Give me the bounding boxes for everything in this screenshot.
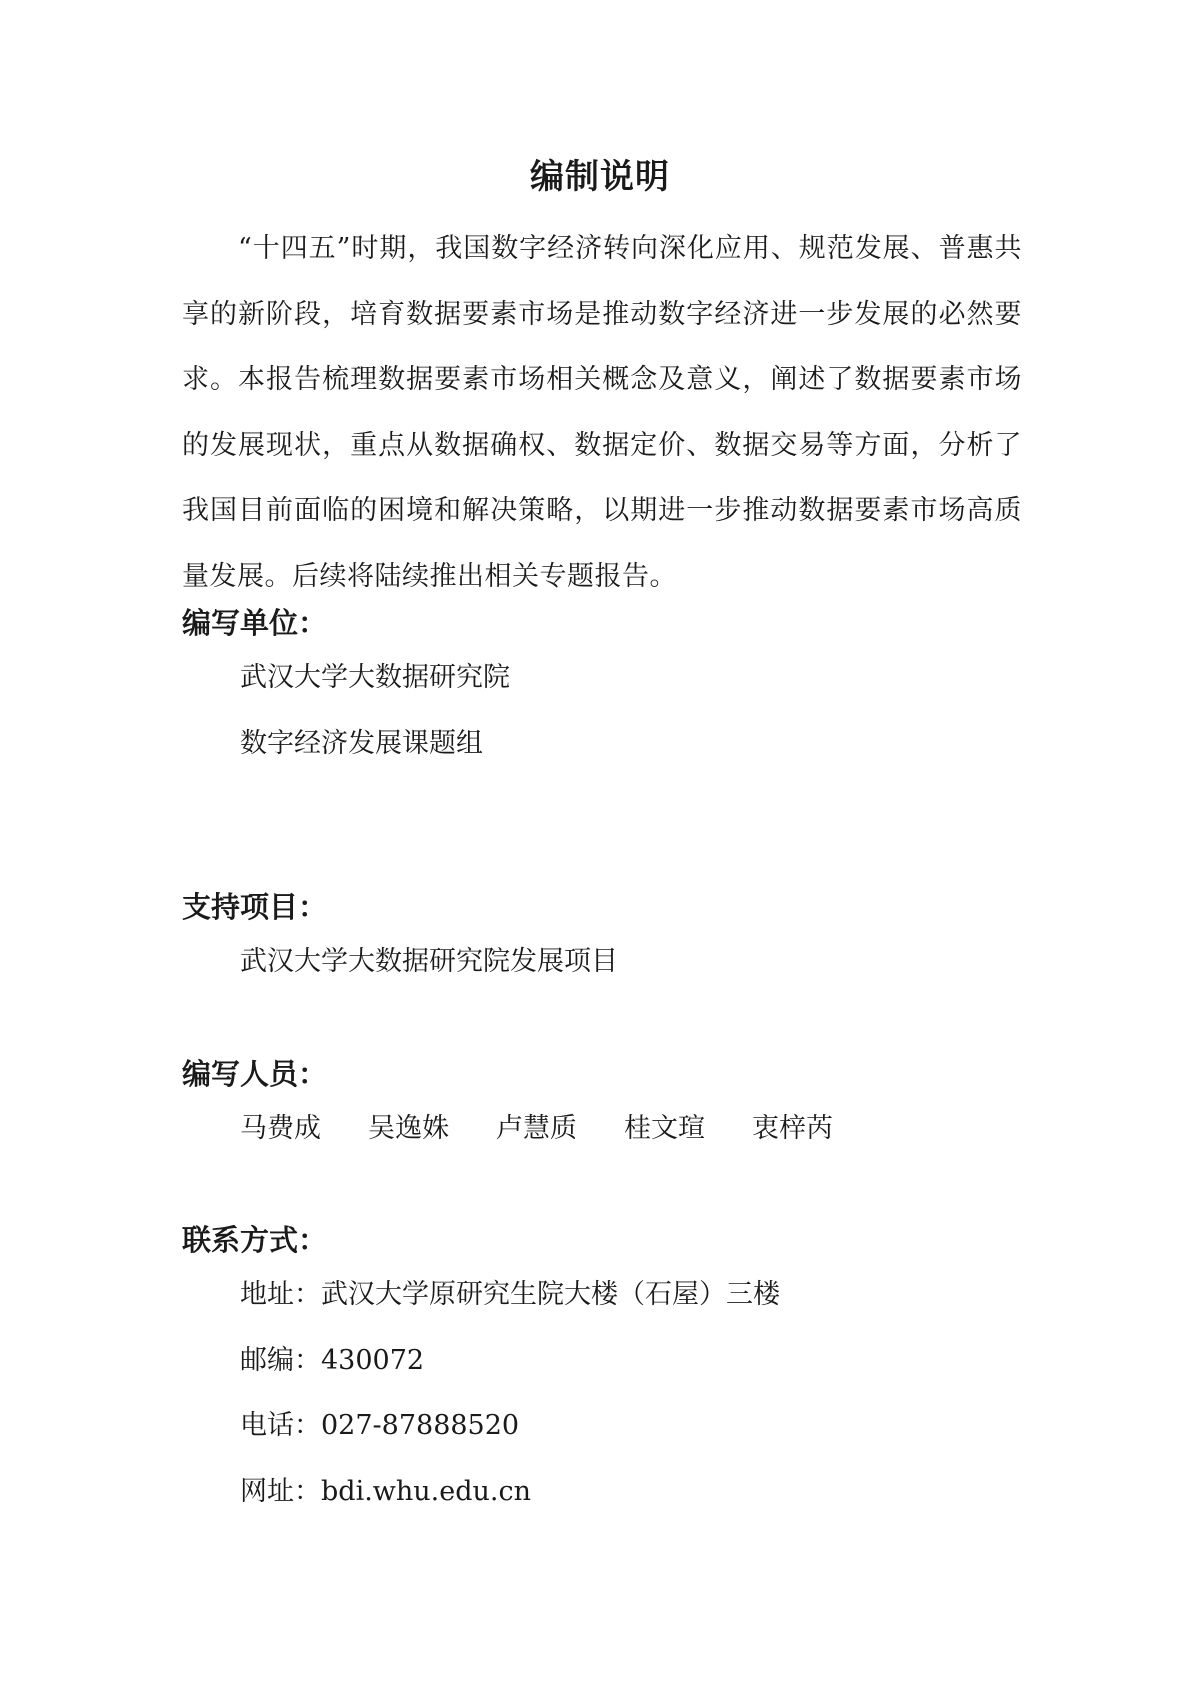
support-project-heading: 支持项目：	[182, 890, 328, 924]
page-title: 编制说明	[530, 157, 670, 197]
author-list	[182, 1096, 1022, 1162]
authors-heading: 编写人员：	[182, 1057, 328, 1091]
support-project-line: 武汉大学大数据研究院发展项目	[240, 946, 618, 977]
compiling-unit-line: 数字经济发展课题组	[240, 727, 483, 759]
intro-paragraph: “十四五”时期，我国数字经济转向深化应用、规范发展、普惠共享的新阶段，培育数据要素市场是推动数字经济进一步发展的必然要求。本报告梳理数据要素市场相关概念及意义，阐述了数据要素市场的发展现状，重点从数据确权、数据定价、数据交易等方面，分析了我国目前面临的困境和解决策略，以期进一步推动数据要素市场高质量发展。后续将陆续推出相关专题报告。	[182, 233, 1022, 592]
author-name: 吴逸姝	[368, 1113, 449, 1144]
compiling-unit-section	[182, 601, 1022, 776]
contact-postcode: 邮编：430072	[240, 1344, 425, 1376]
author-name: 桂文瑄	[624, 1113, 705, 1144]
contact-section	[182, 1218, 1022, 1524]
contact-website: 网址：bdi.whu.edu.cn	[240, 1475, 532, 1507]
contact-address: 地址：武汉大学原研究生院大楼（石屋）三楼	[240, 1279, 780, 1310]
author-name: 马费成	[240, 1113, 321, 1144]
author-name: 衷梓芮	[752, 1113, 833, 1144]
compiling-unit-heading: 编写单位：	[182, 606, 328, 640]
contact-heading: 联系方式：	[182, 1223, 328, 1257]
authors-section	[182, 1052, 1022, 1162]
support-project-section	[182, 885, 1022, 995]
author-name: 卢慧质	[496, 1113, 577, 1144]
contact-phone: 电话：027-87888520	[240, 1410, 520, 1442]
compiling-unit-line: 武汉大学大数据研究院	[240, 662, 510, 693]
